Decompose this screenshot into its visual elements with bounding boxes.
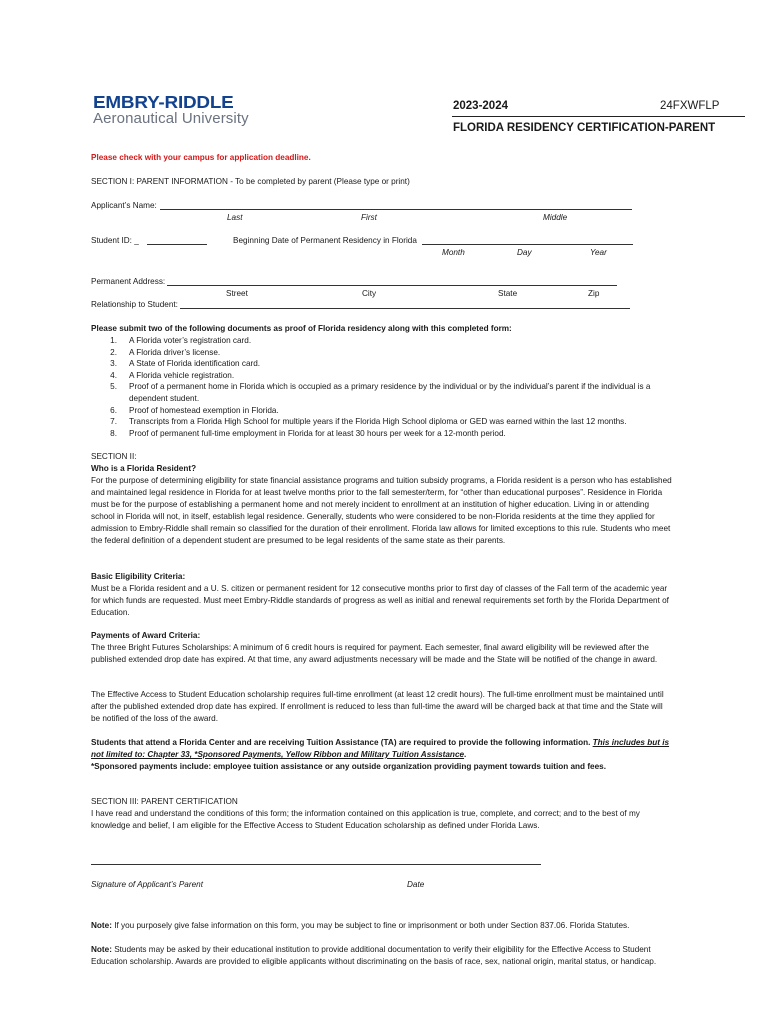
first-name-caption: First	[361, 213, 377, 222]
header-rule	[452, 116, 745, 117]
documents-list	[91, 335, 676, 439]
last-name-caption: Last	[227, 213, 243, 222]
residency-date-field[interactable]	[422, 244, 633, 245]
section2-subheading: Who is a Florida Resident?	[91, 464, 197, 473]
student-id-label: Student ID: _	[91, 236, 139, 245]
documents-intro: Please submit two of the following documents as proof of Florida residency along with this completed form:	[91, 324, 512, 333]
day-caption: Day	[517, 248, 532, 257]
logo-subtitle: Aeronautical University	[93, 110, 249, 127]
form-year: 2023-2024	[453, 100, 508, 112]
form-code: 24FXWFLP	[660, 100, 720, 112]
list-item: 2. A Florida driver’s license.	[110, 347, 221, 357]
applicant-name-field[interactable]	[160, 209, 632, 210]
middle-name-caption: Middle	[543, 213, 568, 222]
zip-caption: Zip	[588, 289, 600, 298]
resident-definition: For the purpose of determining eligibility for state financial assistance programs and tuition subsidy programs, a Florida resident is a person who has established and maintained legal residence in Florida for at least twelve months prior to the fall semester/term, for “other than educational purposes”. Residence in Florida must be for the purpose of establishing a permanent home and not merely incident to enrollment at an institution of higher education. Living in or attending school in Florida will not, in itself, establish legal residence. Generally, students who were considered to be non-Florida residents at the time they applied for admission to Embry-Riddle shall remain so classified for the duration of their enrollment. Florida law allows for limited exceptions to this rule. Students who meet the federal definition of a dependent student are presumed to be legal residents of the same state as their parents.	[91, 476, 672, 545]
list-item: 5. Proof of a permanent home in Florida which is occupied as a primary residence by the individual or by the individual’s parent if the individual is a dependent student.	[110, 382, 651, 403]
payments-body: The three Bright Futures Scholarships: A minimum of 6 credit hours is required for payment. Each semester, final award eligibility will be reviewed after the published extended drop date has expired. At that time, any award adjustments necessary will be made and the State will be notified of the change in award.	[91, 643, 658, 664]
basic-eligibility-heading: Basic Eligibility Criteria:	[91, 572, 186, 581]
year-caption: Year	[590, 248, 607, 257]
list-item: 7. Transcripts from a Florida High School for multiple years if the Florida High School diploma or GED was earned within the last 12 months.	[110, 417, 627, 427]
relationship-label: Relationship to Student:	[91, 300, 178, 309]
street-caption: Street	[226, 289, 248, 298]
state-caption: State	[498, 289, 518, 298]
basic-eligibility-body: Must be a Florida resident and a U. S. citizen or permanent resident for 12 consecutive months prior to first day of classes of the Fall term of the academic year for which funds are requested. Must meet Embry-Riddle standards of progress as well as initial and renewal requirements set forth by the Florida Department of Education.	[91, 584, 669, 617]
sponsored-payments-note: *Sponsored payments include: employee tuition assistance or any outside organization providing payment towards tuition and fees.	[91, 762, 606, 771]
relationship-field[interactable]	[180, 308, 630, 309]
tuition-assistance-note: Students that attend a Florida Center and are receiving Tuition Assistance (TA) are required to provide the following information. This includes but is not limited to: Chapter 33, *Sponsored Payments, Yellow Ribbon and Military Tuition Assistance.	[91, 738, 670, 759]
logo-wordmark: EMBRY-RIDDLE	[93, 92, 234, 112]
list-item: 8. Proof of permanent full-time employment in Florida for at least 30 hours per week for a 12-month period.	[110, 428, 506, 438]
section2-heading: SECTION II:	[91, 452, 137, 461]
signature-field[interactable]	[91, 864, 541, 865]
student-id-field[interactable]	[147, 244, 207, 245]
date-caption: Date	[407, 880, 425, 889]
eases-body: The Effective Access to Student Education scholarship requires full-time enrollment (at least 12 credit hours). The full-time enrollment must be maintained until after the published extended drop date has expired. If enrollment is reduced to less than full-time the award will be charged back at that time and the State will be notified of the loss of the award.	[91, 690, 664, 723]
deadline-note: Please check with your campus for application deadline.	[91, 153, 311, 162]
form-title: FLORIDA RESIDENCY CERTIFICATION-PARENT	[453, 122, 716, 134]
applicant-name-label: Applicant’s Name:	[91, 201, 157, 210]
signature-caption: Signature of Applicant’s Parent	[91, 880, 203, 889]
address-field[interactable]	[167, 285, 617, 286]
list-item: 6. Proof of homestead exemption in Florida.	[110, 405, 279, 415]
residency-date-label: Beginning Date of Permanent Residency in Florida	[233, 236, 417, 245]
note-false-information: Note: If you purposely give false information on this form, you may be subject to fine or imprisonment or both under Section 837.06. Florida Statutes.	[91, 921, 630, 930]
month-caption: Month	[442, 248, 465, 257]
address-label: Permanent Address:	[91, 277, 166, 286]
list-item: 1. A Florida voter’s registration card.	[110, 336, 252, 345]
payments-heading: Payments of Award Criteria:	[91, 631, 201, 640]
city-caption: City	[362, 289, 377, 298]
section1-heading: SECTION I: PARENT INFORMATION - To be completed by parent (Please type or print)	[91, 177, 410, 186]
note-verification: Note: Students may be asked by their educational institution to provide additional documentation to verify their eligibility for the Effective Access to Student Education scholarship. Awards are provided to eligible applicants without discriminating on the basis of race, sex, national origin, marital status, or handicap.	[91, 945, 657, 966]
list-item: 3. A State of Florida identification card.	[110, 359, 261, 369]
section3-heading: SECTION III: PARENT CERTIFICATION	[91, 797, 238, 806]
certification-text: I have read and understand the conditions of this form; the information contained on this application is true, complete, and correct; and to the best of my knowledge and belief, I am eligible for the Effective Access to Student Education scholarship as defined under Florida Laws.	[91, 809, 640, 830]
list-item: 4. A Florida vehicle registration.	[110, 370, 235, 380]
